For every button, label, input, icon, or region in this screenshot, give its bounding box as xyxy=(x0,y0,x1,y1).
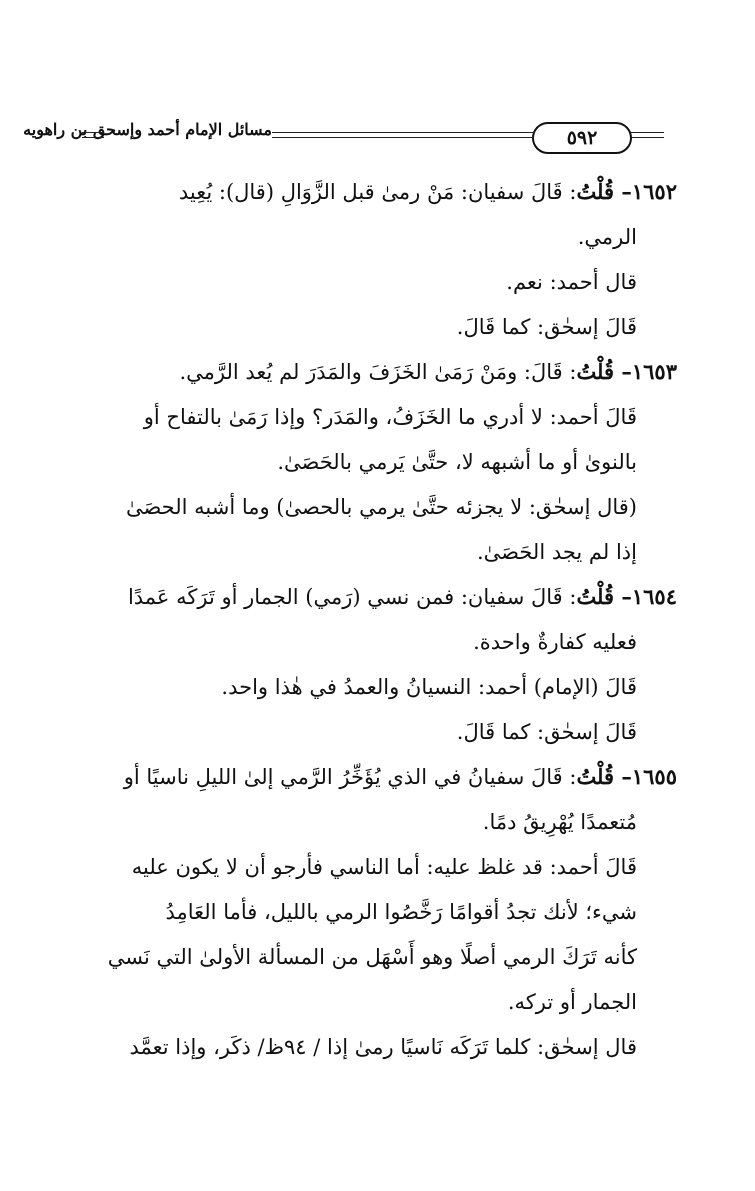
line-text: إذا لم يجد الحَصَىٰ. xyxy=(476,540,637,564)
entry-separator: – xyxy=(614,179,632,204)
text-line xyxy=(277,442,637,482)
running-header xyxy=(23,116,664,156)
line-text: (قال إسحٰق: لا يجزئه حتَّىٰ يرمي بالحصىٰ) وما أشبه الحصَىٰ xyxy=(125,495,637,519)
entry-number: ١٦٥٣ xyxy=(631,359,677,384)
line-text: قَالَ إسحٰق: كما قَالَ. xyxy=(456,720,637,744)
entry-lead-word: قُلْتُ xyxy=(576,584,615,609)
text-line xyxy=(457,307,637,347)
entry-lead-word: قُلْتُ xyxy=(576,764,615,789)
line-text: قال أحمد: نعم. xyxy=(506,270,637,294)
line-text: : قَالَ سفيان: مَنْ رمىٰ قبل الزَّوَالِ (قال): يُعِيد xyxy=(178,180,577,204)
entry-lead-word: قُلْتُ xyxy=(576,179,615,204)
line-text: فعليه كفارةٌ واحدة. xyxy=(473,630,637,654)
line-text: قَالَ أحمد: قد غلظ عليه: أما الناسي فأرجو أن لا يكون عليه xyxy=(131,855,637,879)
header-rule-left-cap xyxy=(82,132,104,138)
entry-number: ١٦٥٥ xyxy=(631,764,677,789)
line-text: : قَالَ سفيان: فمن نسي (رَمي) الجمار أو تَرَكَه عَمدًا xyxy=(127,585,577,609)
line-text: مُتعمدًا يُهْرِيقُ دمًا. xyxy=(482,810,637,834)
text-line xyxy=(578,217,637,257)
text-line xyxy=(506,262,637,302)
entry-separator: – xyxy=(614,764,632,789)
header-rule-right-cap xyxy=(628,132,664,138)
text-line xyxy=(457,712,637,752)
line-text: كأنه تَرَكَ الرمي أصلًا وهو أَسْهَل من المسألة الأولىٰ التي نَسي xyxy=(107,945,637,969)
text-line xyxy=(165,892,637,932)
text-line xyxy=(144,397,637,437)
line-text: بالنوىٰ أو ما أشبهه لا، حتَّىٰ يَرمي بالحَصَىٰ. xyxy=(277,450,637,474)
text-line xyxy=(179,352,677,392)
line-text: قَالَ أحمد: لا أدري ما الخَزَفُ، والمَدَر؟ وإذا رَمَىٰ بالتفاح أو xyxy=(143,405,637,429)
page-number-badge xyxy=(532,122,632,154)
text-line xyxy=(124,757,677,797)
text-line xyxy=(126,487,637,527)
header-rule xyxy=(272,132,534,138)
text-line xyxy=(179,172,677,212)
line-text: : قَالَ: ومَنْ رَمَىٰ الخَزَفَ والمَدَرَ لم يُعد الرَّمي. xyxy=(179,360,577,384)
entry-separator: – xyxy=(614,584,632,609)
entry-number: ١٦٥٢ xyxy=(631,179,677,204)
line-text: قَالَ (الإمام) أحمد: النسيانُ والعمدُ في هٰذا واحد. xyxy=(221,675,637,699)
entry-lead-word: قُلْتُ xyxy=(576,359,615,384)
entry-number: ١٦٥٤ xyxy=(631,584,677,609)
line-text: الرمي. xyxy=(577,225,637,249)
text-line xyxy=(128,577,677,617)
running-title: مسائل الإمام أحمد وإسحق بن راهويه xyxy=(23,120,272,139)
text-line xyxy=(473,622,637,662)
line-text: شيء؛ لأنك تجدُ أقوامًا رَخَّصُوا الرمي بالليل، فأما العَامِدُ xyxy=(165,900,637,924)
text-line xyxy=(108,937,637,977)
text-line xyxy=(508,982,637,1022)
page-number: ٥٩٢ xyxy=(566,127,598,149)
text-line xyxy=(221,667,637,707)
entry-separator: – xyxy=(614,359,632,384)
line-text: : قَالَ سفيانُ في الذي يُؤَخِّرُ الرَّمي إلىٰ الليلِ ناسيًا أو xyxy=(123,765,577,789)
line-text: الجمار أو تركه. xyxy=(507,990,637,1014)
text-line xyxy=(477,532,637,572)
text-line xyxy=(129,1027,637,1067)
line-text: قَالَ إسحٰق: كما قَالَ. xyxy=(456,315,637,339)
text-line xyxy=(483,802,637,842)
text-line xyxy=(132,847,637,887)
line-text: قال إسحٰق: كلما تَرَكَه نَاسيًا رمىٰ إذا / ٩٤ظ/ ذكَر، وإذا تعمَّد xyxy=(129,1035,637,1059)
